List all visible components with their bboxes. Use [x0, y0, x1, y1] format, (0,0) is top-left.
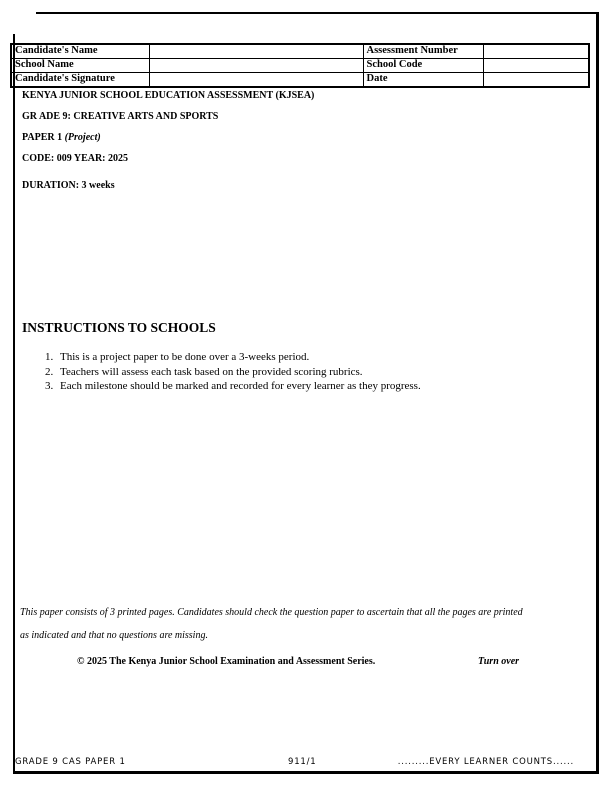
school-code-value: [483, 59, 589, 73]
instruction-number: 2.: [45, 365, 54, 378]
footer-motto: .........EVERY LEARNER COUNTS......: [397, 757, 574, 767]
instructions-heading: INSTRUCTIONS TO SCHOOLS: [22, 320, 216, 335]
paper-number: [22, 132, 101, 143]
table-row-school-name: [11, 59, 589, 73]
candidate-name-value: [149, 44, 363, 59]
instruction-item: [45, 350, 421, 365]
candidate-signature-value: [149, 73, 363, 88]
footer-paper-name: GRADE 9 CAS PAPER 1: [15, 757, 126, 767]
table-row-candidate-signature: [11, 73, 589, 88]
instructions-list: [45, 350, 421, 394]
footer-paper-code: 911/1: [288, 757, 317, 767]
candidate-signature-label: Candidate's Signature: [11, 73, 149, 88]
school-name-value: [149, 59, 363, 73]
copyright-text: © 2025 The Kenya Junior School Examination and Assessment Series.: [77, 656, 376, 667]
page-border-left: [13, 34, 15, 771]
instruction-item: [45, 365, 421, 380]
candidate-name-label: Candidate's Name: [11, 44, 149, 59]
paper-label: PAPER 1: [22, 132, 63, 143]
date-value: [483, 73, 589, 88]
candidate-info-table: [10, 43, 590, 88]
date-label: Date: [363, 73, 483, 88]
turn-over-label: Turn over: [478, 656, 520, 667]
school-name-label: School Name: [11, 59, 149, 73]
instruction-text: Each milestone should be marked and recorded for every learner as they progress.: [60, 380, 421, 392]
duration: DURATION: 3 weeks: [22, 180, 115, 191]
page-check-note-line: as indicated and that no questions are missing.: [20, 630, 208, 641]
page-border-right: [596, 12, 599, 774]
page-border-bottom: [13, 771, 599, 774]
page-check-note-line: This paper consists of 3 printed pages. Candidates should check the question paper to ascertain that all the pages are printed: [20, 607, 523, 618]
page-check-note: [20, 601, 590, 647]
grade-subject: GR ADE 9: CREATIVE ARTS AND SPORTS: [22, 111, 219, 122]
assessment-number-label: Assessment Number: [363, 44, 483, 59]
code-year: CODE: 009 YEAR: 2025: [22, 153, 129, 164]
assessment-title: KENYA JUNIOR SCHOOL EDUCATION ASSESSMENT (KJSEA): [22, 90, 315, 101]
instruction-text: This is a project paper to be done over a 3-weeks period.: [60, 351, 310, 363]
table-row-candidate-name: [11, 44, 589, 59]
instruction-number: 1.: [45, 351, 54, 363]
school-code-label: School Code: [363, 59, 483, 73]
instruction-number: 3.: [45, 380, 54, 392]
paper-type: (Project): [64, 132, 101, 143]
instruction-item: [45, 379, 421, 394]
page-border-top: [36, 12, 599, 14]
instruction-text: Teachers will assess each task based on the provided scoring rubrics.: [60, 365, 363, 378]
assessment-number-value: [483, 44, 589, 59]
